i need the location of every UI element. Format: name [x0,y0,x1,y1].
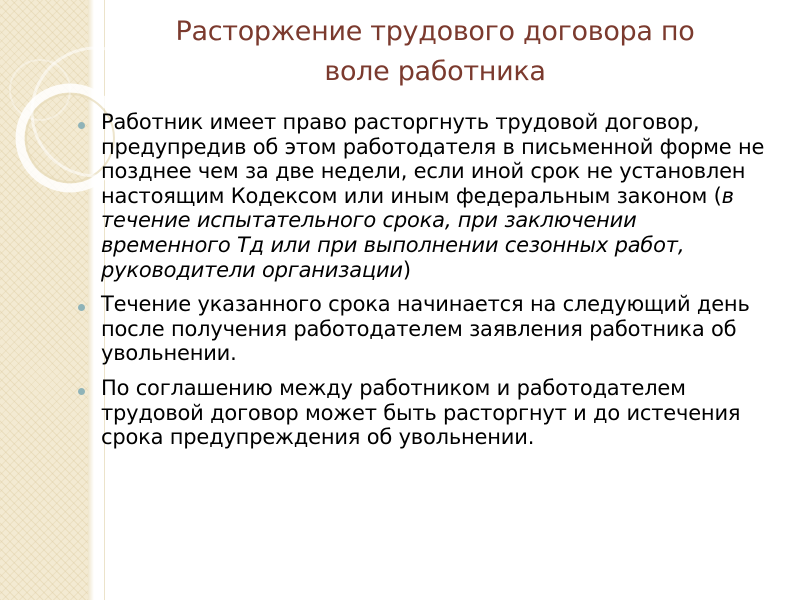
item-text: Течение указанного срока начинается на следующий день после получения работодателем заявления работника об увольнении. [101,292,750,366]
bullet-icon [78,304,85,311]
bullet-list [78,110,768,460]
item-text: Работник имеет право расторгнуть трудовой договор, предупредив об этом работодателя в письменной форме не позднее чем за две недели, если иной срок не установлен настоящим Кодексом или иным федеральным законом ( [101,110,765,208]
title-line-1: Расторжение трудового договора по [175,16,695,47]
item-text: По соглашению между работником и работодателем трудовой договор может быть расторгнут и до истечения срока предупреждения об увольнении. [101,375,741,450]
item-text-italic: в течение испытательного срока, при заключении временного Тд или при выполнении сезонных работ, руководители организации [101,183,734,282]
title-line-2: воле работника [324,56,546,87]
bullet-icon [78,388,85,395]
list-item [78,292,768,366]
list-item [78,376,768,450]
slide-title [130,12,740,92]
list-item [78,110,768,282]
item-text-end: ) [402,257,411,282]
bullet-icon [78,122,85,129]
